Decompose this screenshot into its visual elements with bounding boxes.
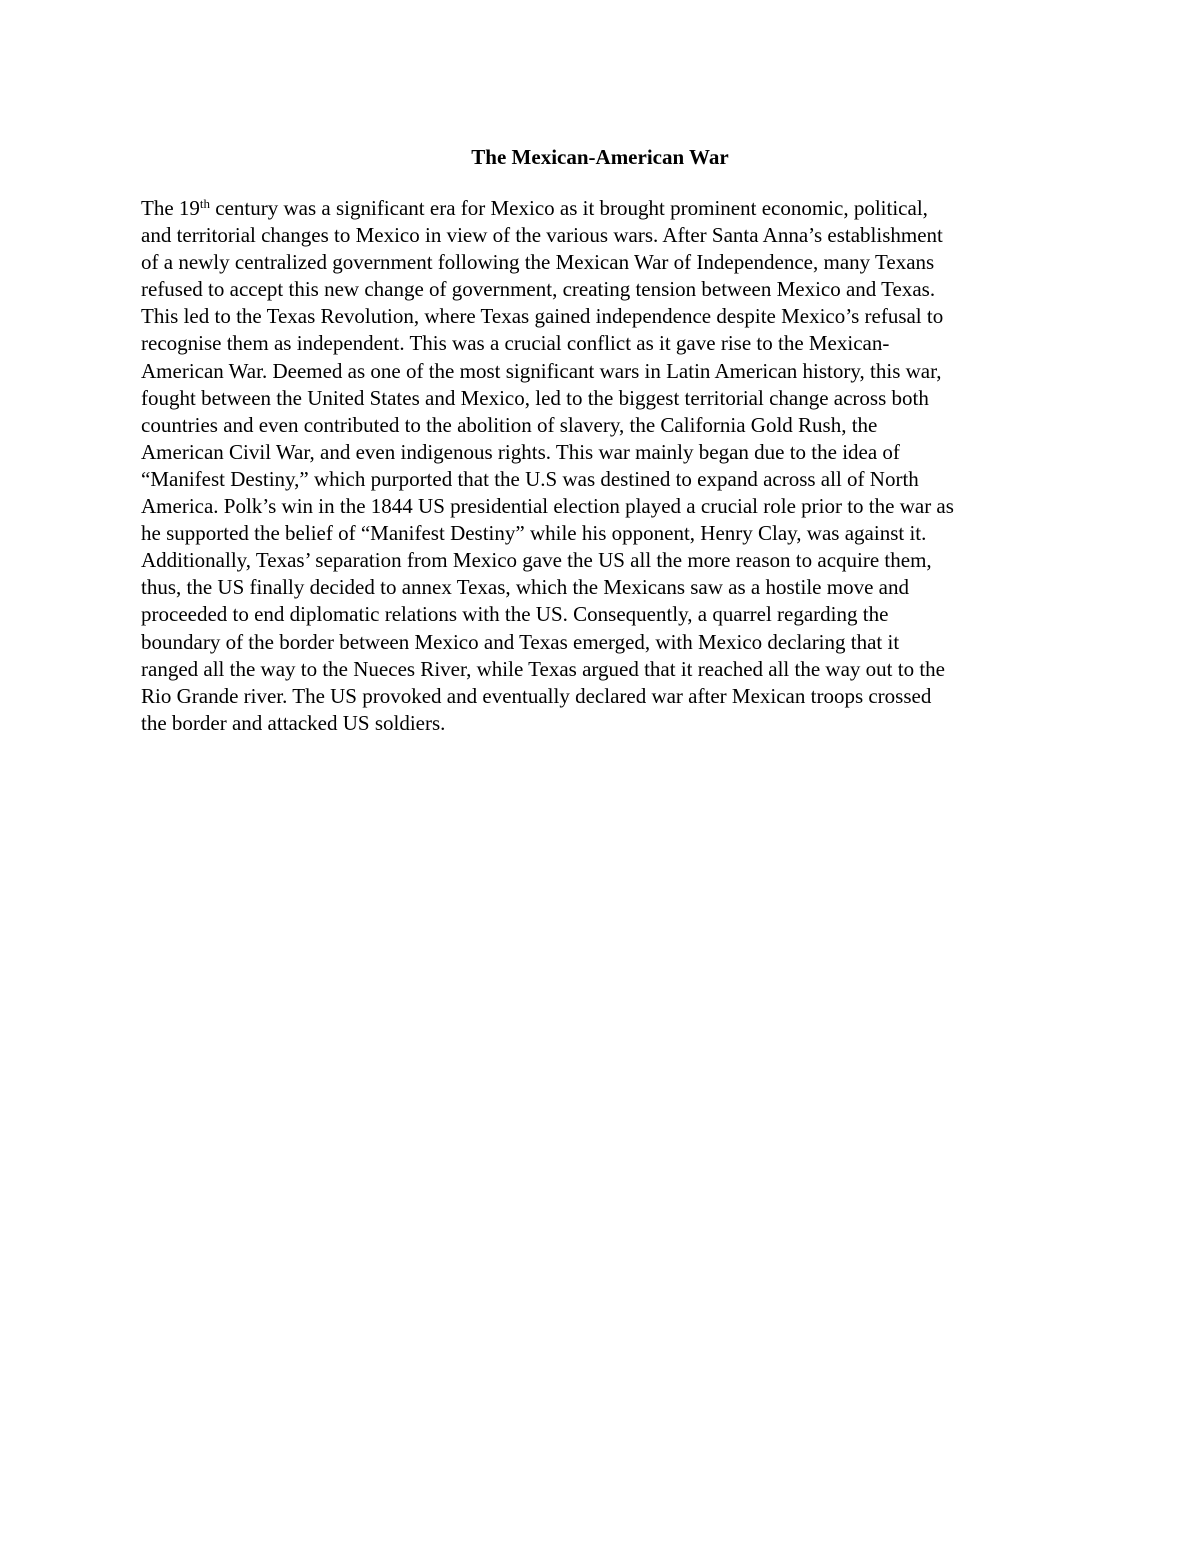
paragraph-line-20: the border and attacked US soldiers. xyxy=(141,710,446,735)
paragraph-line-2: and territorial changes to Mexico in view of the various wars. After Santa Anna’s establishment xyxy=(141,223,943,248)
paragraph-line-5: This led to the Texas Revolution, where Texas gained independence despite Mexico’s refusal to xyxy=(141,304,944,329)
paragraph-line-6: recognise them as independent. This was a crucial conflict as it gave rise to the Mexican- xyxy=(141,331,890,356)
paragraph-line-1 xyxy=(141,195,1071,222)
paragraph-line-19: Rio Grande river. The US provoked and eventually declared war after Mexican troops crossed xyxy=(141,683,932,708)
paragraph-line-4: refused to accept this new change of government, creating tension between Mexico and Texas. xyxy=(141,277,936,302)
paragraph-line-12: America. Polk’s win in the 1844 US presidential election played a crucial role prior to the war as xyxy=(141,494,954,519)
ordinal-superscript: th xyxy=(199,196,211,211)
paragraph-line-11: “Manifest Destiny,” which purported that the U.S was destined to expand across all of North xyxy=(141,466,919,491)
paragraph-line-9: countries and even contributed to the abolition of slavery, the California Gold Rush, the xyxy=(141,412,878,437)
paragraph-line-7: American War. Deemed as one of the most significant wars in Latin American history, this war, xyxy=(141,358,942,383)
paragraph-line-15: thus, the US finally decided to annex Texas, which the Mexicans saw as a hostile move and xyxy=(141,575,909,600)
paragraph-line-10: American Civil War, and even indigenous rights. This war mainly began due to the idea of xyxy=(141,439,900,464)
line-1-end: century was a significant era for Mexico as it brought prominent economic, political, xyxy=(210,196,928,220)
document-title: The Mexican-American War xyxy=(471,145,729,169)
paragraph-line-14: Additionally, Texas’ separation from Mexico gave the US all the more reason to acquire them, xyxy=(141,548,932,573)
line-1-start: The 19 xyxy=(141,196,200,220)
paragraph-line-8: fought between the United States and Mexico, led to the biggest territorial change across both xyxy=(141,385,929,410)
paragraph-line-3: of a newly centralized government following the Mexican War of Independence, many Texans xyxy=(141,250,935,275)
document-paragraph xyxy=(141,195,1071,737)
paragraph-line-13: he supported the belief of “Manifest Destiny” while his opponent, Henry Clay, was against it. xyxy=(141,521,927,546)
paragraph-line-16: proceeded to end diplomatic relations with the US. Consequently, a quarrel regarding the xyxy=(141,602,889,627)
paragraph-line-17: boundary of the border between Mexico and Texas emerged, with Mexico declaring that it xyxy=(141,629,900,654)
paragraph-line-18: ranged all the way to the Nueces River, while Texas argued that it reached all the way out to the xyxy=(141,656,945,681)
